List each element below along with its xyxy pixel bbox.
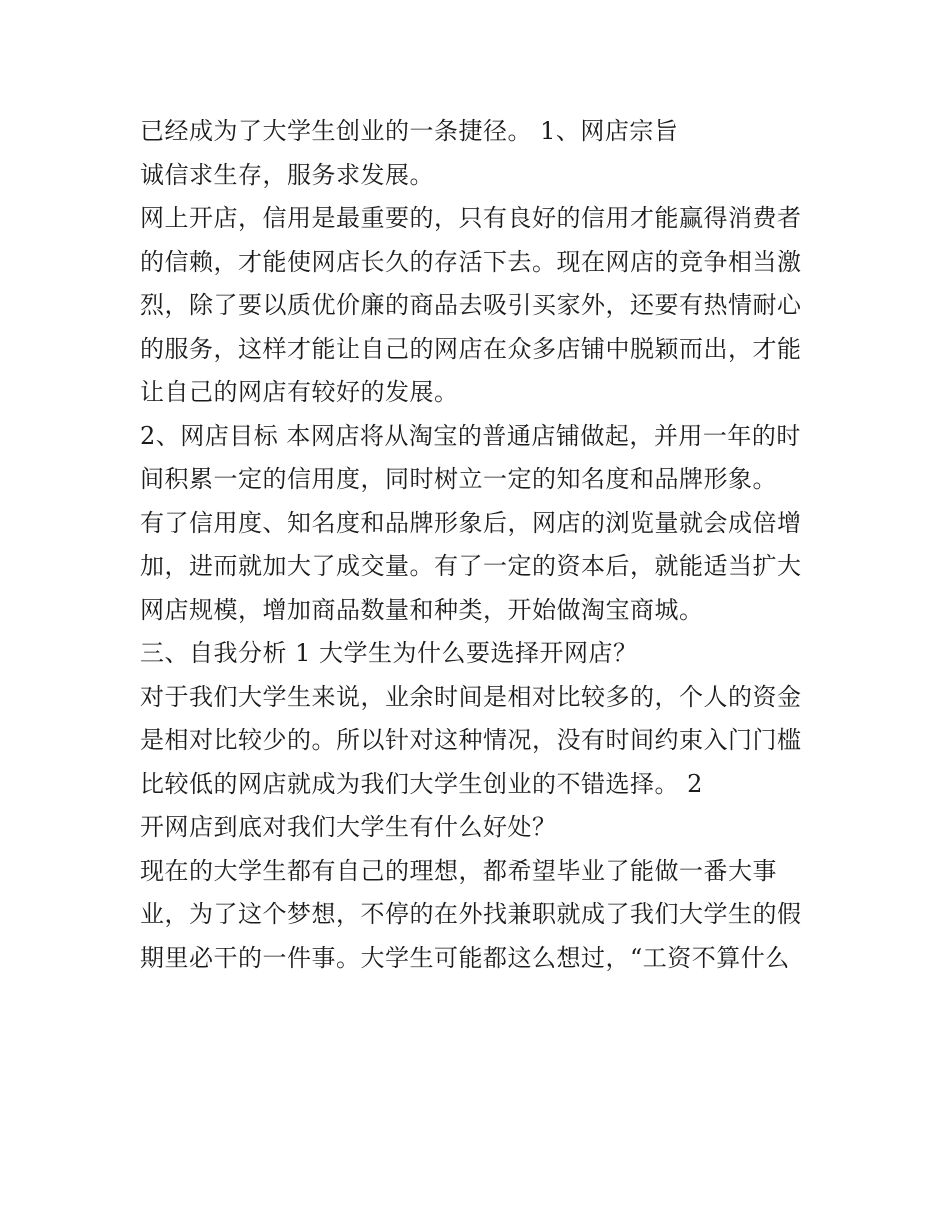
text-line: 已经成为了大学生创业的一条捷径。 1、网店宗旨 <box>140 117 679 145</box>
text-line: 开网店到底对我们大学生有什么好处？ <box>140 813 557 841</box>
document-body <box>140 110 820 980</box>
text-line: 让自己的网店有较好的发展。 <box>140 378 459 406</box>
text-line: 诚信求生存，服务求发展。 <box>140 160 434 189</box>
text-line: 网上开店，信用是最重要的，只有良好的信用才能赢得消费者 <box>140 204 802 232</box>
text-line: 的服务，这样才能让自己的网店在众多店铺中脱颖而出，才能 <box>140 334 802 363</box>
text-line: 间积累一定的信用度，同时树立一定的知名度和品牌形象。 <box>140 465 777 493</box>
text-line: 烈，除了要以质优价廉的商品去吸引买家外，还要有热情耐心 <box>140 291 802 319</box>
text-line: 有了信用度、知名度和品牌形象后，网店的浏览量就会成倍增 <box>140 508 802 537</box>
text-line: 的信赖，才能使网店长久的存活下去。现在网店的竞争相当激 <box>140 247 802 276</box>
text-line: 加，进而就加大了成交量。有了一定的资本后，就能适当扩大 <box>140 552 802 580</box>
text-line: 是相对比较少的。所以针对这种情况，没有时间约束入门门槛 <box>140 726 802 754</box>
text-line: 对于我们大学生来说，业余时间是相对比较多的，个人的资金 <box>140 682 802 711</box>
text-line: 2、网店目标 本网店将从淘宝的普通店铺做起，并用一年的时 <box>140 421 801 450</box>
text-line: 期里必干的一件事。大学生可能都这么想过，“工资不算什么 <box>140 943 790 972</box>
text-line: 现在的大学生都有自己的理想，都希望毕业了能做一番大事 <box>140 856 777 885</box>
text-line: 比较低的网店就成为我们大学生创业的不错选择。 2 <box>140 769 703 798</box>
text-line: 业，为了这个梦想，不停的在外找兼职就成了我们大学生的假 <box>140 900 802 928</box>
text-line: 三、自我分析 1 大学生为什么要选择开网店？ <box>140 639 638 667</box>
text-line: 网店规模，增加商品数量和种类，开始做淘宝商城。 <box>140 595 704 624</box>
